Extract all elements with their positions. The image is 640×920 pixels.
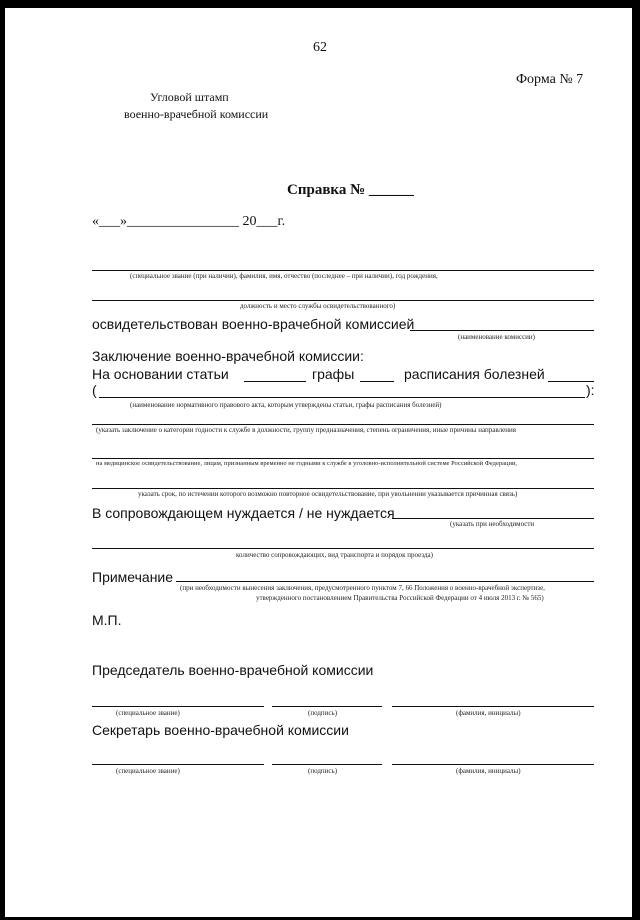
conclusion-line-1 xyxy=(92,424,594,425)
chairman-caption-name: (фамилия, инициалы) xyxy=(456,709,521,717)
article-line xyxy=(244,381,306,382)
caption-position: должность и место службы освидетельствованного) xyxy=(240,302,396,310)
form-number: Форма № 7 xyxy=(516,72,584,87)
chairman-signature-line xyxy=(272,706,382,707)
date-line: «___»________________ 20___г. xyxy=(92,214,286,229)
legal-act-line xyxy=(99,397,585,398)
caption-commission: (наименование комиссии) xyxy=(458,333,536,341)
scan-border-top xyxy=(0,0,640,8)
note-line xyxy=(176,581,594,582)
secretary-signature-line xyxy=(272,764,382,765)
conclusion-line-3 xyxy=(92,488,594,489)
caption-conclusion-2: на медицинское освидетельствование, лицам, признанным временно не годными к службе в уголовно-исполнительной системе Российской Федерации, xyxy=(96,460,518,467)
secretary-caption-name: (фамилия, инициалы) xyxy=(456,767,521,775)
secretary-caption-rank: (специальное звание) xyxy=(116,767,180,775)
caption-escort-details: количество сопровождающих, вид транспорта и порядок проезда) xyxy=(236,551,433,559)
corner-stamp-line2: военно-врачебной комиссии xyxy=(124,107,269,121)
person-line xyxy=(92,270,594,271)
chairman-name-line xyxy=(392,706,594,707)
secretary-rank-line xyxy=(92,764,264,765)
chairman-rank-line xyxy=(92,706,264,707)
caption-legal-act: (наименование нормативного правового акта, которым утверждены статьи, графы расписания болезней) xyxy=(130,401,442,409)
caption-conclusion-1: (указать заключение о категории годности к службе в должности, группу предназначения, степень ограничения, иные причины направления xyxy=(96,426,516,434)
conclusion-heading: Заключение военно-врачебной комиссии: xyxy=(92,348,364,364)
close-paren: ): xyxy=(586,382,595,398)
chairman-caption-signature: (подпись) xyxy=(308,709,338,717)
secretary-caption-signature: (подпись) xyxy=(308,767,338,775)
caption-note-1: (при необходимости вынесения заключения, предусмотренного пунктом 7, 66 Положения о военно-врачебной экспертизе, xyxy=(180,584,545,592)
basis-schedule-label: расписания болезней xyxy=(404,366,545,382)
corner-stamp-line1: Угловой штамп xyxy=(150,90,229,104)
open-paren: ( xyxy=(92,382,97,398)
examined-label: освидетельствован военно-врачебной комиссией xyxy=(92,316,415,332)
caption-note-2: утвержденного постановлением Правительства Российской Федерации от 4 июля 2013 г. № 565) xyxy=(256,594,544,602)
caption-conclusion-3: указать срок, по истечении которого возможно повторное освидетельствование, при увольнении указывается причинная связь) xyxy=(138,490,518,498)
document-title: Справка № ______ xyxy=(287,182,414,198)
chairman-label: Председатель военно-врачебной комиссии xyxy=(92,662,374,678)
position-line xyxy=(92,300,594,301)
caption-escort-note: (указать при необходимости xyxy=(450,520,535,528)
escort-line xyxy=(392,518,594,519)
note-label: Примечание xyxy=(92,569,174,585)
chairman-caption-rank: (специальное звание) xyxy=(116,709,180,717)
basis-article-label: На основании статьи xyxy=(92,366,229,382)
stamp-place-label: М.П. xyxy=(92,612,122,628)
escort-label: В сопровождающем нуждается / не нуждается xyxy=(92,505,395,521)
secretary-label: Секретарь военно-врачебной комиссии xyxy=(92,722,349,738)
caption-person: (специальное звание (при наличии), фамилия, имя, отчество (последнее – при наличии), год рождения, xyxy=(130,272,438,280)
basis-column-label: графы xyxy=(312,366,355,382)
secretary-name-line xyxy=(392,764,594,765)
scan-border-left xyxy=(0,0,5,920)
escort-details-line xyxy=(92,548,594,549)
column-line xyxy=(360,381,394,382)
page-number: 62 xyxy=(313,40,327,55)
scan-border-right xyxy=(632,0,640,920)
conclusion-line-2 xyxy=(92,458,594,459)
commission-line xyxy=(410,330,594,331)
